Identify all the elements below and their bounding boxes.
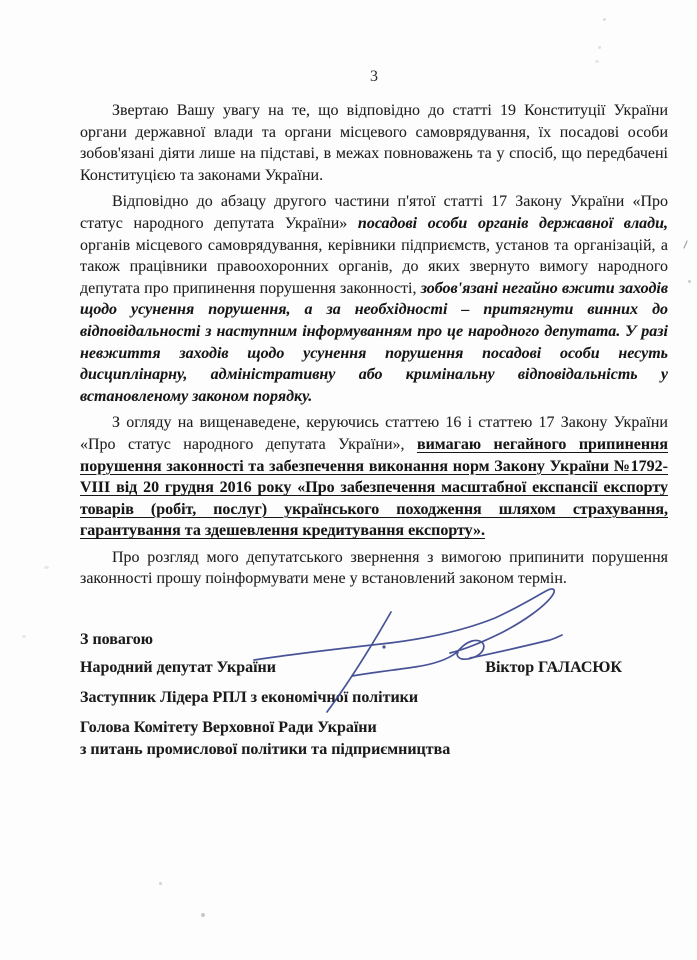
paragraph-text: Звертаю Вашу увагу на те, що відповідно до статті 19 Конституції України органи державної влади та органи місцевого самоврядування, їх посадові особи зобов'язані діяти лише на підставі, в межах повноважень та у спосіб, що передбачені Конституцією та законами України. <box>80 102 668 184</box>
page-number: 3 <box>370 68 378 85</box>
paragraph-text: Відповідно до абзацу другого частини п'ятої статті 17 Закону України «Про статус народного депутата України» <box>80 193 668 232</box>
signature-role-committee-line2: з питань промислової політики та підприємництва <box>80 741 451 758</box>
signature-role-party: Заступник Лідера РПЛ з економічної політики <box>80 689 419 706</box>
signature-position-line <box>80 659 668 676</box>
paragraph-text: Про розгляд мого депутатського звернення з вимогою припинити порушення законності прошу поінформувати мене у встановлений законом термін. <box>80 548 668 588</box>
scan-artifact-speck <box>159 882 162 885</box>
paragraph-text-demand-underlined: вимагаю негайного припинення порушення законності та забезпечення виконання норм Закону України №1792-VIII від 20 грудня 2016 року «Про забезпечення масштабної експансії експорту товарів (робіт, послуг) українського походження шляхом страхування, гарантування та здешевлення кредитування експорту». <box>80 435 668 540</box>
paragraph-text: З огляду на вищенаведене, керуючись статтею 16 і статтею 17 Закону України «Про статус народного депутата України», <box>80 414 668 453</box>
scan-artifact-speck <box>595 60 599 63</box>
scan-artifact-speck <box>22 635 26 638</box>
signature-role-committee-line1: Голова Комітету Верховної Ради України <box>80 719 377 736</box>
paragraph-text: органів місцевого самоврядування, керівники підприємств, установ та організацій, а також працівники правоохоронних органів, до яких звернуто вимогу народного депутата про припинення порушення законності, <box>80 236 668 297</box>
paragraph-text-emphasis: посадові особи органів державної влади, <box>357 214 668 232</box>
letter-body <box>80 100 668 595</box>
signature-role-committee <box>80 717 668 761</box>
paragraph-request-inform <box>80 547 668 590</box>
signature-closing: З повагою <box>80 631 153 648</box>
scan-artifact-speck <box>688 280 691 283</box>
paragraph-demand <box>80 412 668 542</box>
scan-artifact-speck <box>201 913 205 917</box>
scan-artifact-apostrophe-mark <box>684 241 687 248</box>
scan-artifact-speck <box>598 46 601 49</box>
scan-artifact-speck <box>44 566 49 569</box>
paragraph-deputy-status-law <box>80 191 668 407</box>
scan-artifact-speck <box>603 18 606 21</box>
paragraph-text-emphasis: зобов'язані негайно вжити заходів щодо усунення порушення, а за необхідності – притягнути винних до відповідальності з наступним інформуванням про це народного депутата. У разі невжиття заходів щодо усунення порушення посадові особи несуть дисциплінарну, адміністративну або кримінальну відповідальність у встановленому законом порядку. <box>80 279 668 405</box>
signature-name: Віктор ГАЛАСЮК <box>485 659 622 676</box>
signature-position: Народний депутат України <box>80 659 276 676</box>
signature-block <box>80 631 668 761</box>
paragraph-constitution <box>80 100 668 186</box>
